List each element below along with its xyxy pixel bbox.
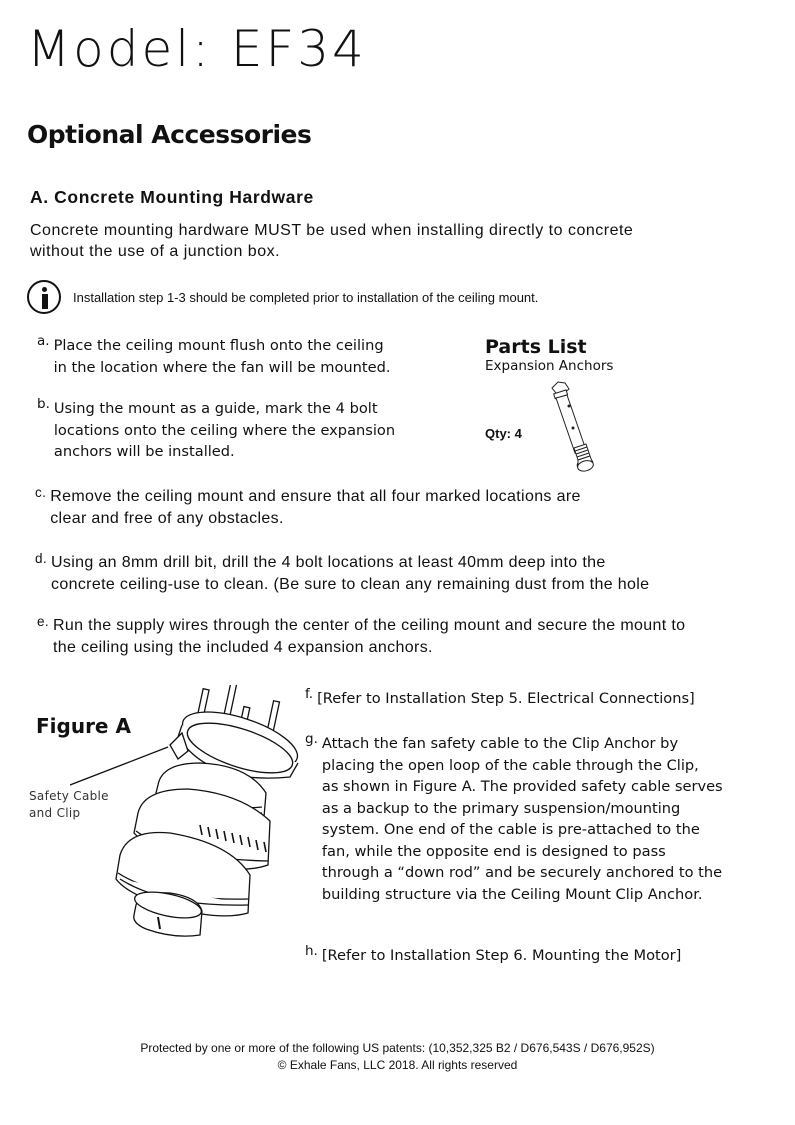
step-line: Run the supply wires through the center of the ceiling mount and secure the mount to — [52, 617, 686, 634]
step-line: fan, while the opposite end is designed to pass — [321, 842, 666, 860]
step-line: locations onto the ceiling where the expansion — [53, 421, 396, 439]
step-b — [37, 398, 395, 463]
step-g — [305, 733, 723, 905]
parts-item-name: Expansion Anchors — [485, 358, 614, 374]
callout-line: and Clip — [29, 806, 81, 820]
intro-line: Concrete mounting hardware MUST be used when installing directly to concrete — [30, 222, 634, 239]
subsection-title: A. Concrete Mounting Hardware — [30, 187, 314, 207]
step-label: a. — [37, 333, 50, 349]
info-circle-icon — [27, 280, 61, 314]
callout-line: Safety Cable — [29, 789, 109, 803]
step-line: concrete ceiling-use to clean. (Be sure to clean any remaining dust from the hole — [50, 575, 650, 593]
fan-motor-illustration — [70, 685, 300, 940]
step-line: the ceiling using the included 4 expansion anchors. — [52, 638, 433, 656]
figure-a-title: Figure A — [36, 714, 131, 738]
step-line: [Refer to Installation Step 5. Electrical Connections] — [317, 690, 695, 707]
step-label: g. — [305, 731, 318, 747]
step-line: building structure via the Ceiling Mount Clip Anchor. — [321, 885, 703, 903]
info-note-text: Installation step 1-3 should be completed prior to installation of the ceiling mount. — [73, 289, 539, 305]
step-line: Place the ceiling mount flush onto the ceiling — [53, 337, 384, 354]
step-label: c. — [35, 485, 47, 500]
step-label: d. — [35, 551, 47, 566]
copyright-notice: © Exhale Fans, LLC 2018. All rights reserved — [277, 1058, 518, 1072]
step-line: placing the open loop of the cable through the Clip, — [321, 756, 699, 774]
step-line: through a “down rod” and be securely anchored to the — [321, 864, 723, 881]
step-line: system. One end of the cable is pre-attached to the — [321, 821, 700, 838]
step-line: Using the mount as a guide, mark the 4 bolt — [53, 400, 378, 417]
parts-list-title: Parts List — [485, 336, 587, 358]
step-line: Attach the fan safety cable to the Clip Anchor by — [321, 735, 679, 752]
step-label: f. — [305, 686, 314, 702]
step-label: b. — [37, 396, 50, 412]
step-line: in the location where the fan will be mounted. — [53, 358, 391, 376]
intro-paragraph — [30, 220, 750, 262]
step-c — [35, 486, 581, 529]
step-h — [305, 945, 681, 967]
step-line: Remove the ceiling mount and ensure that all four marked locations are — [50, 488, 581, 505]
step-a — [37, 335, 391, 378]
step-line: as a backup to the primary suspension/mounting — [321, 799, 681, 817]
expansion-anchor-icon — [548, 380, 608, 475]
info-note — [27, 280, 538, 314]
model-title: Model: EF34 — [27, 20, 367, 78]
parts-quantity: Qty: 4 — [485, 426, 522, 441]
step-f — [305, 688, 695, 710]
step-d — [35, 552, 649, 595]
step-e — [37, 615, 685, 658]
step-label: h. — [305, 943, 318, 959]
step-line: [Refer to Installation Step 6. Mounting the Motor] — [321, 947, 682, 964]
intro-line: without the use of a junction box. — [30, 243, 281, 260]
step-line: Using an 8mm drill bit, drill the 4 bolt locations at least 40mm deep into the — [50, 554, 606, 571]
section-title: Optional Accessories — [27, 120, 312, 149]
step-line: clear and free of any obstacles. — [50, 509, 284, 527]
patent-notice: Protected by one or more of the following US patents: (10,352,325 B2 / D676,543S / D676,952S) — [140, 1041, 655, 1055]
step-line: as shown in Figure A. The provided safety cable serves — [321, 778, 723, 795]
step-line: anchors will be installed. — [53, 443, 235, 460]
footer — [0, 1040, 795, 1074]
step-label: e. — [37, 614, 49, 629]
